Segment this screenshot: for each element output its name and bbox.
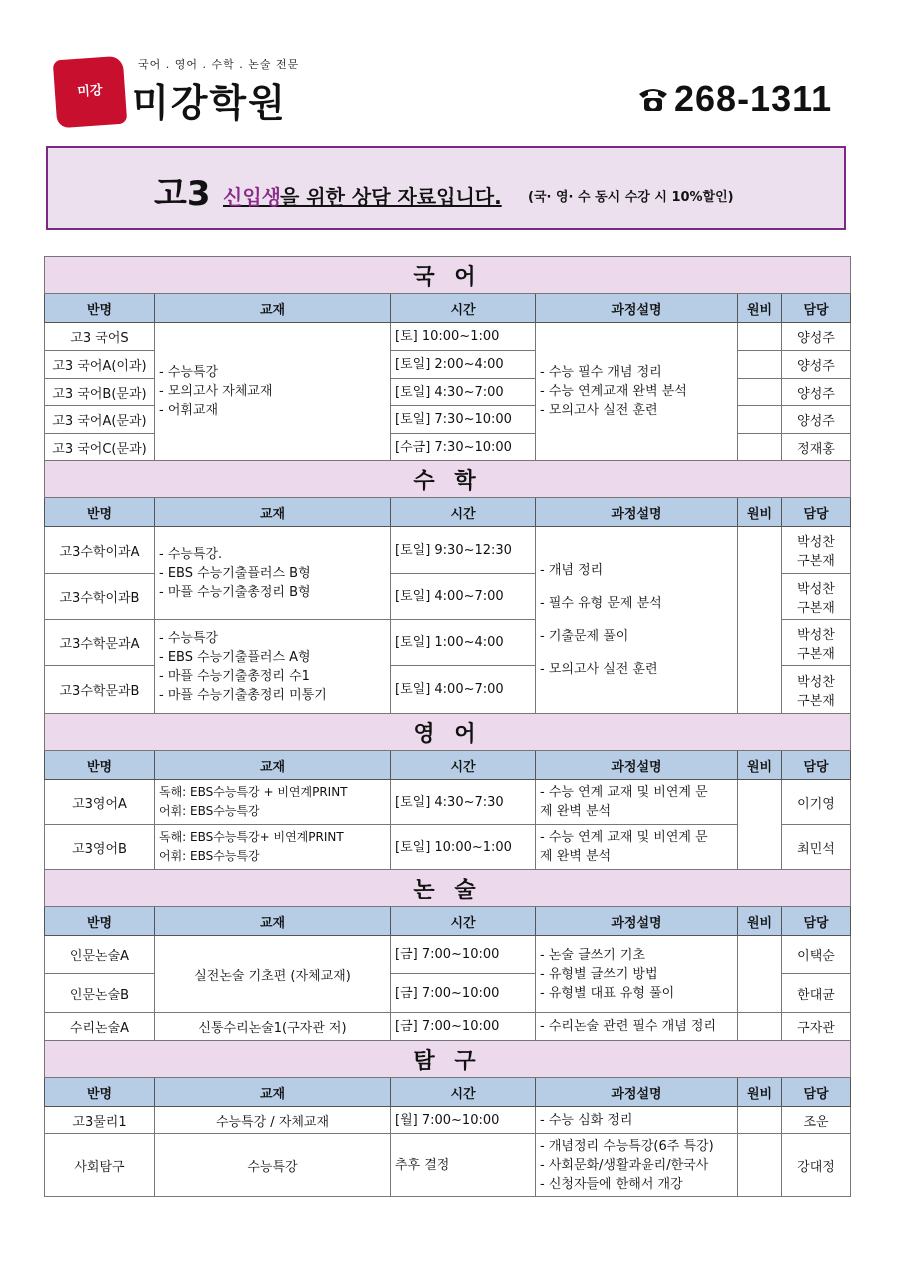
table-row [45, 527, 851, 574]
class-name: 사회탐구 [45, 1134, 155, 1197]
teacher-name: 최민석 [782, 825, 851, 870]
class-time: [토일] 2:00~4:00 [391, 351, 536, 379]
col-fee: 원비 [738, 498, 782, 527]
class-description: - 수리논술 관련 필수 개념 정리 [536, 1013, 738, 1041]
class-time: [토일] 10:00~1:00 [391, 825, 536, 870]
class-description: - 수능 연계 교재 및 비연계 문 제 완벽 분석 [536, 825, 738, 870]
col-class: 반명 [45, 751, 155, 780]
teacher-name: 양성주 [782, 406, 851, 434]
teacher-name: 구자관 [782, 1013, 851, 1041]
class-name: 고3 국어B(문과) [45, 379, 155, 406]
class-time: [토일] 4:00~7:00 [391, 666, 536, 714]
telephone-icon [636, 84, 670, 114]
class-name: 고3물리1 [45, 1107, 155, 1134]
col-class: 반명 [45, 498, 155, 527]
col-time: 시간 [391, 294, 536, 323]
essay-description: - 논술 글쓰기 기초 - 유형별 글쓰기 방법 - 유형별 대표 유형 풀이 [536, 936, 738, 1013]
class-name: 고3영어A [45, 780, 155, 825]
banner-discount: (국· 영· 수 동시 수강 시 10%할인) [528, 190, 734, 205]
class-time: [금] 7:00~10:00 [391, 1013, 536, 1041]
col-fee: 원비 [738, 751, 782, 780]
english-fee [738, 780, 782, 870]
class-time: [토] 10:00~1:00 [391, 323, 536, 351]
class-name: 인문논술B [45, 974, 155, 1013]
col-fee: 원비 [738, 907, 782, 936]
class-fee [738, 406, 782, 434]
class-name: 고3 국어A(이과) [45, 351, 155, 379]
header-row-math [45, 498, 851, 527]
section-math-title: 수 학 [45, 461, 851, 498]
class-time: [토일] 4:30~7:30 [391, 780, 536, 825]
class-time: [금] 7:00~10:00 [391, 974, 536, 1013]
col-fee: 원비 [738, 294, 782, 323]
table-row [45, 1134, 851, 1197]
class-time: [토일] 4:00~7:00 [391, 574, 536, 620]
title-banner [46, 146, 846, 230]
math-liberal-textbook: - 수능특강 - EBS 수능기출플러스 A형 - 마플 수능기출총정리 수1 - 마플 수능기출총정리 미통기 [155, 620, 391, 714]
col-time: 시간 [391, 751, 536, 780]
class-textbook: 독해: EBS수능특강+ 비연계PRINT 어휘: EBS수능특강 [155, 825, 391, 870]
class-name: 고3 국어C(문과) [45, 434, 155, 461]
class-textbook: 독해: EBS수능특강 + 비연계PRINT 어휘: EBS수능특강 [155, 780, 391, 825]
col-textbook: 교재 [155, 1078, 391, 1107]
class-fee [738, 379, 782, 406]
section-english-title: 영 어 [45, 714, 851, 751]
col-time: 시간 [391, 1078, 536, 1107]
class-fee [738, 434, 782, 461]
col-teacher: 담당 [782, 498, 851, 527]
class-fee [738, 1013, 782, 1041]
class-name: 고3수학이과A [45, 527, 155, 574]
table-row [45, 323, 851, 351]
math-description: - 개념 정리 - 필수 유형 문제 분석 - 기출문제 풀이 - 모의고사 실전 훈련 [536, 527, 738, 714]
class-textbook: 수능특강 / 자체교재 [155, 1107, 391, 1134]
class-fee [738, 1134, 782, 1197]
col-teacher: 담당 [782, 751, 851, 780]
class-textbook: 신통수리논술1(구자관 저) [155, 1013, 391, 1041]
class-time: 추후 결정 [391, 1134, 536, 1197]
table-row [45, 1107, 851, 1134]
header-row-essay [45, 907, 851, 936]
class-name: 고3수학문과A [45, 620, 155, 666]
academy-name: 미강학원 [132, 80, 287, 125]
header-row-english [45, 751, 851, 780]
class-name: 인문논술A [45, 936, 155, 974]
class-fee [738, 323, 782, 351]
class-fee [738, 351, 782, 379]
class-name: 고3수학문과B [45, 666, 155, 714]
col-description: 과정설명 [536, 294, 738, 323]
teacher-name: 박성찬 구본재 [782, 620, 851, 666]
col-teacher: 담당 [782, 294, 851, 323]
section-inquiry-title: 탐 구 [45, 1041, 851, 1078]
korean-description: - 수능 필수 개념 정리 - 수능 연계교재 완벽 분석 - 모의고사 실전 훈련 [536, 323, 738, 461]
class-name: 수리논술A [45, 1013, 155, 1041]
class-name: 고3 국어S [45, 323, 155, 351]
col-teacher: 담당 [782, 907, 851, 936]
teacher-name: 양성주 [782, 379, 851, 406]
teacher-name: 강대정 [782, 1134, 851, 1197]
col-class: 반명 [45, 1078, 155, 1107]
table-row [45, 1013, 851, 1041]
col-textbook: 교재 [155, 498, 391, 527]
table-row [45, 825, 851, 870]
schedule-table [44, 256, 851, 1197]
class-fee [738, 1107, 782, 1134]
math-science-textbook: - 수능특강. - EBS 수능기출플러스 B형 - 마플 수능기출총정리 B형 [155, 527, 391, 620]
col-textbook: 교재 [155, 907, 391, 936]
teacher-name: 박성찬 구본재 [782, 574, 851, 620]
essay-fee [738, 936, 782, 1013]
col-textbook: 교재 [155, 294, 391, 323]
col-time: 시간 [391, 907, 536, 936]
class-name: 고3수학이과B [45, 574, 155, 620]
banner-new-students: 신입생 [223, 185, 281, 209]
col-description: 과정설명 [536, 1078, 738, 1107]
phone-number [636, 78, 832, 120]
class-time: [토일] 1:00~4:00 [391, 620, 536, 666]
class-description: - 수능 연계 교재 및 비연계 문 제 완벽 분석 [536, 780, 738, 825]
teacher-name: 정재홍 [782, 434, 851, 461]
academy-logo: 미강 [53, 56, 128, 129]
col-teacher: 담당 [782, 1078, 851, 1107]
class-time: [수금] 7:30~10:00 [391, 434, 536, 461]
header-row-korean [45, 294, 851, 323]
class-time: [월] 7:00~10:00 [391, 1107, 536, 1134]
korean-textbook: - 수능특강 - 모의고사 자체교재 - 어휘교재 [155, 323, 391, 461]
col-class: 반명 [45, 294, 155, 323]
class-name: 고3 국어A(문과) [45, 406, 155, 434]
math-fee [738, 527, 782, 714]
teacher-name: 박성찬 구본재 [782, 666, 851, 714]
banner-title-rest: 을 위한 상담 자료입니다. [280, 185, 502, 209]
class-time: [토일] 9:30~12:30 [391, 527, 536, 574]
section-korean-title: 국 어 [45, 257, 851, 294]
teacher-name: 이기영 [782, 780, 851, 825]
col-time: 시간 [391, 498, 536, 527]
banner-grade: 고3 [154, 174, 211, 214]
class-textbook: 수능특강 [155, 1134, 391, 1197]
col-description: 과정설명 [536, 498, 738, 527]
class-time: [금] 7:00~10:00 [391, 936, 536, 974]
essay-textbook: 실전논술 기초편 (자체교재) [155, 936, 391, 1013]
class-description: - 수능 심화 정리 [536, 1107, 738, 1134]
teacher-name: 이택순 [782, 936, 851, 974]
section-essay-title: 논 술 [45, 870, 851, 907]
class-name: 고3영어B [45, 825, 155, 870]
table-row [45, 936, 851, 974]
phone-text: 268-1311 [674, 78, 833, 119]
col-fee: 원비 [738, 1078, 782, 1107]
class-time: [토일] 7:30~10:00 [391, 406, 536, 434]
teacher-name: 양성주 [782, 323, 851, 351]
header-row-inquiry [45, 1078, 851, 1107]
tagline: 국어 . 영어 . 수학 . 논술 전문 [138, 58, 300, 71]
col-textbook: 교재 [155, 751, 391, 780]
teacher-name: 조운 [782, 1107, 851, 1134]
teacher-name: 한대균 [782, 974, 851, 1013]
col-class: 반명 [45, 907, 155, 936]
table-row [45, 780, 851, 825]
class-time: [토일] 4:30~7:00 [391, 379, 536, 406]
class-description: - 개념정리 수능특강(6주 특강) - 사회문화/생활과윤리/한국사 - 신청자들에 한해서 개강 [536, 1134, 738, 1197]
col-description: 과정설명 [536, 751, 738, 780]
col-description: 과정설명 [536, 907, 738, 936]
teacher-name: 박성찬 구본재 [782, 527, 851, 574]
teacher-name: 양성주 [782, 351, 851, 379]
